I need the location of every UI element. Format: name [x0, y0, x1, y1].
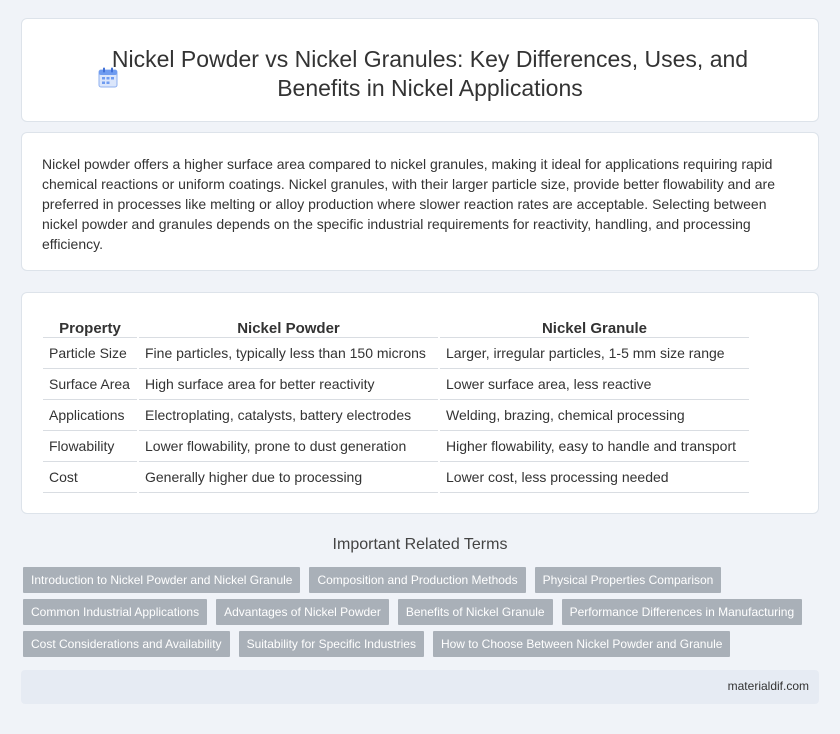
- intro-paragraph: Nickel powder offers a higher surface area compared to nickel granules, making it ideal for applications requiring rapid chemical reactions or uniform coatings. Nickel granules, with their larger particle size, provide better flowability and are preferred in processes like melting or alloy production where slower reaction rates are acceptable. Selecting between nickel powder and granules depends on the specific industrial requirements for reactivity, handling, and processing efficiency.: [42, 156, 775, 252]
- table-row: [43, 337, 749, 368]
- related-term-link[interactable]: Suitability for Specific Industries: [239, 631, 424, 657]
- table-row: [43, 461, 749, 492]
- table-cell: Surface Area: [43, 368, 138, 399]
- table-row: [43, 368, 749, 399]
- related-terms-title: Important Related Terms: [332, 536, 508, 553]
- tag-row: [23, 631, 823, 657]
- related-term-link[interactable]: Advantages of Nickel Powder: [216, 599, 389, 625]
- related-term-link[interactable]: Benefits of Nickel Granule: [398, 599, 553, 625]
- table-cell: Lower flowability, prone to dust generation: [138, 430, 439, 461]
- intro-card: [21, 132, 819, 271]
- comparison-table: [43, 315, 749, 493]
- table-cell: Welding, brazing, chemical processing: [439, 399, 749, 430]
- related-term-link[interactable]: Common Industrial Applications: [23, 599, 207, 625]
- table-cell: Generally higher due to processing: [138, 461, 439, 492]
- related-term-link[interactable]: Composition and Production Methods: [309, 567, 525, 593]
- page-title: Nickel Powder vs Nickel Granules: Key Differences, Uses, and Benefits in Nickel Applications: [111, 46, 749, 101]
- tag-row: [23, 599, 823, 625]
- comparison-card: [21, 292, 819, 514]
- header-nickel-powder: Nickel Powder: [138, 315, 439, 337]
- table-cell: Lower surface area, less reactive: [439, 368, 749, 399]
- table-cell: Applications: [43, 399, 138, 430]
- related-term-link[interactable]: Performance Differences in Manufacturing: [562, 599, 803, 625]
- table-cell: Flowability: [43, 430, 138, 461]
- table-cell: High surface area for better reactivity: [138, 368, 439, 399]
- tag-row: [23, 567, 823, 593]
- table-row: [43, 399, 749, 430]
- table-header-row: [43, 315, 749, 337]
- table-row: [43, 430, 749, 461]
- table-cell: Particle Size: [43, 337, 138, 368]
- header-card: [21, 18, 819, 122]
- related-term-link[interactable]: How to Choose Between Nickel Powder and Granule: [433, 631, 730, 657]
- table-cell: Larger, irregular particles, 1-5 mm size range: [439, 337, 749, 368]
- header-nickel-granule: Nickel Granule: [439, 315, 749, 337]
- table-cell: Electroplating, catalysts, battery electrodes: [138, 399, 439, 430]
- footer-site-name: materialdif.com: [727, 679, 809, 693]
- related-term-link[interactable]: Cost Considerations and Availability: [23, 631, 230, 657]
- related-term-link[interactable]: Introduction to Nickel Powder and Nickel Granule: [23, 567, 300, 593]
- related-terms-list: [23, 567, 823, 663]
- footer: [21, 670, 819, 704]
- related-term-link[interactable]: Physical Properties Comparison: [535, 567, 722, 593]
- table-cell: Fine particles, typically less than 150 microns: [138, 337, 439, 368]
- table-cell: Higher flowability, easy to handle and transport: [439, 430, 749, 461]
- table-cell: Lower cost, less processing needed: [439, 461, 749, 492]
- table-cell: Cost: [43, 461, 138, 492]
- header-property: Property: [43, 315, 138, 337]
